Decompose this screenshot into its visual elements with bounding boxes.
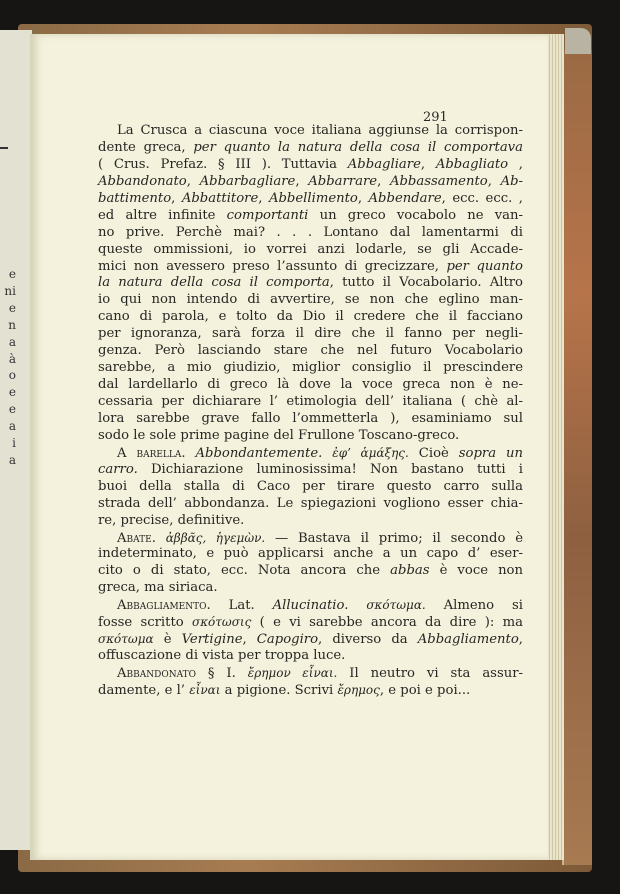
facing-page-fragment: ni xyxy=(4,283,16,298)
text-line xyxy=(98,157,523,174)
text-segment: ed altre infinite xyxy=(98,207,227,223)
text-line xyxy=(98,648,523,665)
text-segment: , xyxy=(242,632,257,648)
italic-text: Abbassamento xyxy=(389,173,488,189)
text-line xyxy=(98,343,523,360)
italic-text: Allucinatio. xyxy=(272,598,349,614)
facing-page-fragment: i xyxy=(12,436,16,451)
text-line xyxy=(98,309,523,326)
text-segment: , xyxy=(186,173,200,189)
greek-text: ἀββᾶς, ἡγεμὼν. xyxy=(165,530,266,545)
text-segment: è xyxy=(153,632,182,648)
italic-text: per quanto xyxy=(446,258,523,274)
text-segment: strada dell’ abbondanza. Le spiegazioni vogliono esser chia- xyxy=(98,495,523,511)
text-line xyxy=(98,682,523,699)
text-segment: damente, e l’ xyxy=(98,682,190,698)
text-segment: offuscazione di vista per troppa luce. xyxy=(98,648,346,664)
text-line xyxy=(98,360,523,377)
greek-text: ἔρημος xyxy=(337,682,380,697)
text-segment xyxy=(322,446,332,461)
text-segment: , xyxy=(518,632,523,648)
text-segment: lora sarebbe grave fallo l’ommetterla ), esaminiamo sul xyxy=(98,410,523,426)
italic-text: Abbandonato xyxy=(98,173,187,189)
rule-fragment xyxy=(0,147,8,149)
text-line xyxy=(98,530,523,547)
text-line xyxy=(98,411,523,428)
text-line xyxy=(98,479,523,496)
text-segment: , e poi e poi... xyxy=(379,682,471,698)
facing-page-fragment: a xyxy=(8,452,16,467)
facing-page-fragment: e xyxy=(8,385,16,400)
text-segment xyxy=(348,598,366,613)
text-segment: , xyxy=(295,173,309,189)
greek-text: εἶναι xyxy=(189,682,221,697)
facing-page-fragment: e xyxy=(8,402,16,417)
text-segment: Il neutro vi sta assur- xyxy=(337,666,523,681)
text-line xyxy=(98,563,523,580)
text-line xyxy=(98,462,523,479)
text-line xyxy=(98,326,523,343)
facing-page-fragment: a xyxy=(8,419,16,434)
text-line xyxy=(98,394,523,411)
italic-text: Abbellimento xyxy=(268,190,358,206)
italic-text: sopra un xyxy=(458,445,524,461)
text-segment: greca, ma siriaca. xyxy=(98,580,218,596)
greek-text: σκότωμα. xyxy=(366,598,426,613)
text-segment: La Crusca a ciascuna voce italiana aggiunse la corrispon- xyxy=(117,123,523,138)
text-segment: è voce non xyxy=(429,563,523,579)
text-segment: , xyxy=(357,190,369,206)
greek-text: ἔρημον εἶναι. xyxy=(247,666,338,680)
greek-text: ἐφ’ ἁμάξης. xyxy=(332,445,409,460)
text-line xyxy=(98,259,523,276)
marbled-board-edge xyxy=(562,50,592,865)
leather-corner xyxy=(565,28,591,54)
text-segment: Cioè xyxy=(408,445,459,461)
text-segment: Dichiarazione luminosissima! Non bastano tutti i xyxy=(137,461,523,477)
text-line xyxy=(98,513,523,530)
text-segment: genza. Però lasciando stare che nel futuro Vocabolario xyxy=(98,343,523,359)
text-line xyxy=(98,377,523,394)
text-segment: re, precise, definitive. xyxy=(98,512,245,528)
italic-text: Ab- xyxy=(500,173,523,189)
text-segment: , ecc. ecc. , xyxy=(441,190,523,206)
text-segment: cessaria per dichiarare l’ etimologia dell’ italiana ( chè al- xyxy=(98,394,523,409)
italic-text: Abbagliamento xyxy=(417,632,519,648)
text-segment: cano di parola, e tolto da Dio il credere che il facciano xyxy=(98,309,523,325)
text-segment: a pigione. Scrivi xyxy=(220,682,338,698)
entry-headword: Abbandonato xyxy=(117,666,208,681)
text-line xyxy=(98,665,523,682)
italic-text: Abbarrare xyxy=(308,173,378,189)
text-segment: mici non avessero preso l’assunto di grecizzare, xyxy=(98,258,447,274)
text-line xyxy=(98,140,523,157)
text-line xyxy=(98,275,523,292)
text-segment: per ignoranza, sarà forza il dire che il fanno per negli- xyxy=(98,326,523,342)
text-line xyxy=(98,580,523,597)
page-body-text xyxy=(98,123,523,699)
entry-headword: Abate. xyxy=(117,530,166,546)
text-segment: , xyxy=(258,190,269,206)
text-line xyxy=(98,597,523,614)
italic-text: Abbondantemente. xyxy=(195,445,323,461)
italic-text: Capogiro xyxy=(256,632,319,648)
text-segment: , xyxy=(487,173,501,189)
greek-text: σκότωμα xyxy=(98,632,154,647)
page-number: 291 xyxy=(423,110,448,125)
italic-text: carro. xyxy=(98,461,138,477)
text-line xyxy=(98,242,523,259)
text-segment: cito o di stato, ecc. Nota ancora che xyxy=(98,563,391,579)
facing-page-fragment: n xyxy=(8,317,16,332)
text-line xyxy=(98,174,523,191)
text-segment: , tutto il Vocabolario. Altro xyxy=(329,275,523,291)
italic-text: Abbarbagliare xyxy=(199,173,296,189)
text-line xyxy=(98,631,523,648)
text-segment: dente greca, xyxy=(98,139,194,155)
italic-text: comportanti xyxy=(226,207,309,223)
italic-text: Abbattitore xyxy=(181,190,259,206)
text-segment: — Bastava il primo; il secondo è xyxy=(265,530,524,546)
text-segment: ( e vi sarebbe ancora da dire ): ma xyxy=(251,615,523,631)
facing-page-left xyxy=(0,30,34,850)
text-line xyxy=(98,496,523,513)
book-page xyxy=(30,34,548,860)
entry-headword: Abbagliamento. xyxy=(117,598,229,614)
italic-text: Vertigine xyxy=(181,632,243,648)
text-line xyxy=(98,614,523,631)
italic-text: Abbagliato xyxy=(435,156,509,172)
text-line xyxy=(98,225,523,242)
text-segment: indeterminato, e può applicarsi anche a un capo d’ eser- xyxy=(98,546,523,562)
italic-text: Abbagliare xyxy=(347,156,421,172)
text-segment: Almeno si xyxy=(425,598,523,614)
text-segment: no prive. Perchè mai? . . . Lontano dal lamentarmi di xyxy=(98,224,523,240)
italic-text: per quanto la natura della cosa il comportava xyxy=(193,139,523,155)
text-line xyxy=(98,123,523,140)
text-line xyxy=(98,292,523,309)
text-segment: , xyxy=(508,156,523,172)
facing-page-fragment: o xyxy=(8,368,16,383)
text-segment: § I. xyxy=(207,666,248,681)
facing-page-fragment: e xyxy=(8,267,16,281)
italic-text: abbas xyxy=(390,563,430,579)
text-segment: dal lardellarlo di greco là dove la voce greca non è ne- xyxy=(98,377,523,393)
text-segment: ( Crus. Prefaz. § III ). Tuttavia xyxy=(98,156,348,172)
italic-text: battimento xyxy=(98,190,172,206)
text-segment: un greco vocabolo ne van- xyxy=(308,207,523,223)
text-line xyxy=(98,546,523,563)
text-segment: sarebbe, a mio giudizio, miglior consiglio il prescindere xyxy=(98,360,523,376)
text-segment: buoi della stalla di Caco per tirare questo carro sulla xyxy=(98,478,523,494)
text-segment: , xyxy=(420,156,436,172)
text-line xyxy=(98,445,523,462)
text-segment: io qui non intendo di avvertire, se non che eglino man- xyxy=(98,292,523,308)
facing-page-fragment: e xyxy=(8,300,16,315)
facing-page-fragment: à xyxy=(8,351,16,366)
facing-page-fragment: a xyxy=(8,334,16,349)
text-segment: sodo le sole prime pagine del Frullone Toscano-greco. xyxy=(98,427,460,443)
text-line xyxy=(98,208,523,225)
italic-text: la natura della cosa il comporta xyxy=(98,275,330,291)
text-segment: , xyxy=(171,190,182,206)
text-line xyxy=(98,191,523,208)
greek-text: σκότωσις xyxy=(192,615,252,630)
text-segment: , xyxy=(377,173,390,189)
italic-text: Abbendare xyxy=(368,190,442,206)
facing-page-text-fragments xyxy=(2,266,16,469)
text-segment: queste ommissioni, io vorrei anzi lodarle, se gli Accade- xyxy=(98,241,523,257)
text-segment: Lat. xyxy=(228,598,273,614)
text-segment: , diverso da xyxy=(318,632,418,648)
text-segment: fosse scritto xyxy=(98,615,192,631)
entry-headword: A barella. xyxy=(117,445,196,461)
text-line xyxy=(98,428,523,445)
